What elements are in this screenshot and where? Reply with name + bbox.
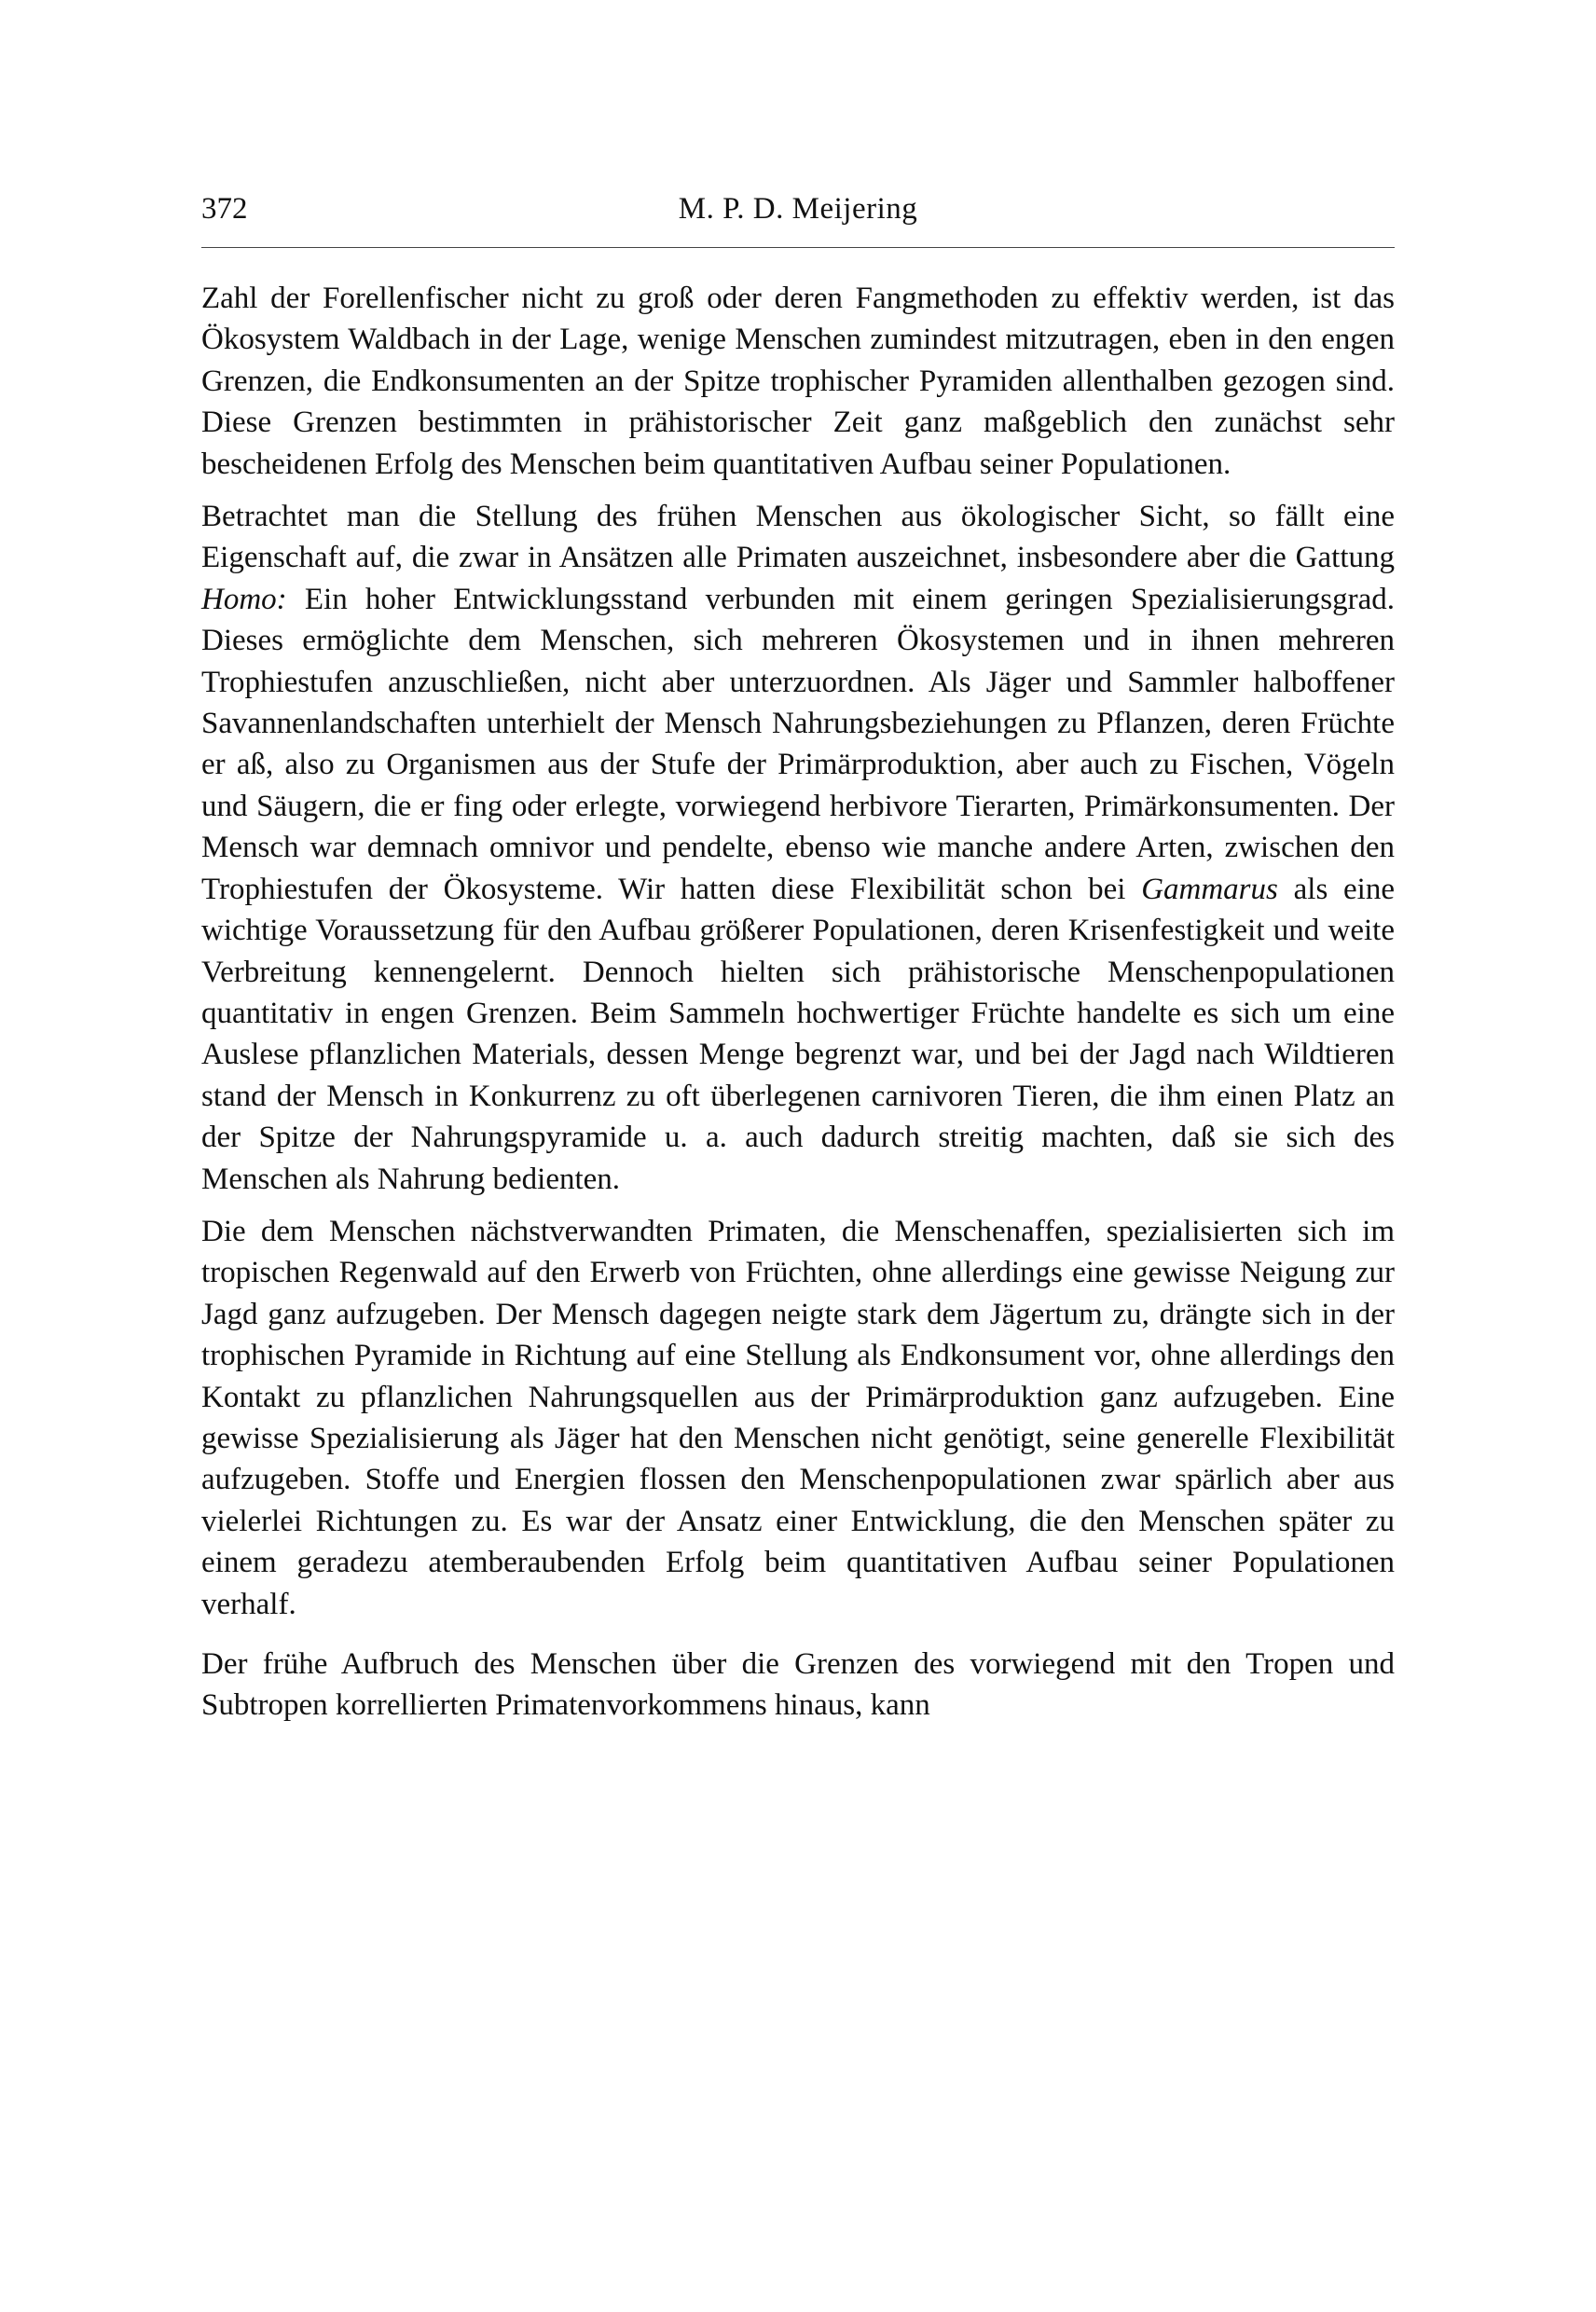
page-number: 372 bbox=[201, 192, 248, 226]
paragraph-1: Zahl der Forellenfischer nicht zu groß oder deren Fangmethoden zu effektiv werden, ist das Ökosystem Waldbach in der Lage, wenige Menschen zumindest mitzutragen, eben in den engen Grenzen, die Endkonsumenten an der Spitze trophischer Pyramiden allenthalben gezogen sind. Diese Grenzen bestimmten in prähistorischer Zeit ganz maßgeblich den zunächst sehr bescheidenen Erfolg des Menschen beim quantitativen Aufbau seiner Populationen. bbox=[201, 282, 1395, 481]
paragraph-4: Der frühe Aufbruch des Menschen über die Grenzen des vorwiegend mit den Tropen und Subtropen korrellierten Primatenvorkommens hinaus, kann bbox=[201, 1647, 1395, 1723]
paragraph-2-text-a: Betrachtet man die Stellung des frühen Menschen aus ökologischer Sicht, so fällt eine Eigenschaft auf, die zwar in Ansätzen alle Primaten auszeichnet, insbesondere aber die Gattung bbox=[201, 500, 1395, 575]
paragraph-2 bbox=[201, 496, 1395, 1200]
header-rule bbox=[201, 247, 1395, 248]
body-text bbox=[201, 278, 1395, 1727]
paragraph-2-text-c: als eine wichtige Voraussetzung für den Aufbau größerer Populationen, deren Krisenfestigkeit und weite Verbreitung kennengelernt. Dennoch hielten sich prähistorische Menschenpopulationen quantitativ in engen Grenzen. Beim Sammeln hochwertiger Früchte handelte es sich um eine Auslese pflanzlichen Materials, dessen Menge begrenzt war, und bei der Jagd nach Wildtieren stand der Mensch in Konkurrenz zu oft überlegenen carnivoren Tieren, die ihm einen Platz an der Spitze der Nahrungspyramide u. a. auch dadurch streitig machten, daß sie sich des Menschen als Nahrung bedienten. bbox=[201, 872, 1395, 1196]
running-head: M. P. D. Meijering bbox=[678, 192, 918, 226]
genus-gammarus: Gammarus bbox=[1141, 872, 1278, 906]
genus-homo: Homo: bbox=[201, 582, 287, 616]
paragraph-2-text-b: Ein hoher Entwicklungsstand verbunden mit einem geringen Spezialisierungsgrad. Dieses ermöglichte dem Menschen, sich mehreren Ökosystemen und in ihnen mehreren Trophiestufen anzuschließen, nicht aber unterzuordnen. Als Jäger und Sammler halboffener Savannenlandschaften unterhielt der Mensch Nahrungsbeziehungen zu Pflanzen, deren Früchte er aß, also zu Organismen aus der Stufe der Primärproduktion, aber auch zu Fischen, Vögeln und Säugern, die er fing oder erlegte, vorwiegend herbivore Tierarten, Primärkonsumenten. Der Mensch war demnach omnivor und pendelte, ebenso wie manche andere Arten, zwischen den Trophiestufen der Ökosysteme. Wir hatten diese Flexibilität schon bei bbox=[201, 582, 1395, 906]
paragraph-3: Die dem Menschen nächstverwandten Primaten, die Menschenaffen, spezialisierten sich im tropischen Regenwald auf den Erwerb von Früchten, ohne allerdings eine gewisse Neigung zur Jagd ganz aufzugeben. Der Mensch dagegen neigte stark dem Jägertum zu, drängte sich in der trophischen Pyramide in Richtung auf eine Stellung als Endkonsument vor, ohne allerdings den Kontakt zu pflanzlichen Nahrungsquellen aus der Primärproduktion ganz aufzugeben. Eine gewisse Spezialisierung als Jäger hat den Menschen nicht genötigt, seine generelle Flexibilität aufzugeben. Stoffe und Energien flossen den Menschenpopulationen zwar spärlich aber aus vielerlei Richtungen zu. Es war der Ansatz einer Entwicklung, die den Menschen später zu einem geradezu atemberaubenden Erfolg beim quantitativen Aufbau seiner Populationen verhalf. bbox=[201, 1214, 1395, 1621]
